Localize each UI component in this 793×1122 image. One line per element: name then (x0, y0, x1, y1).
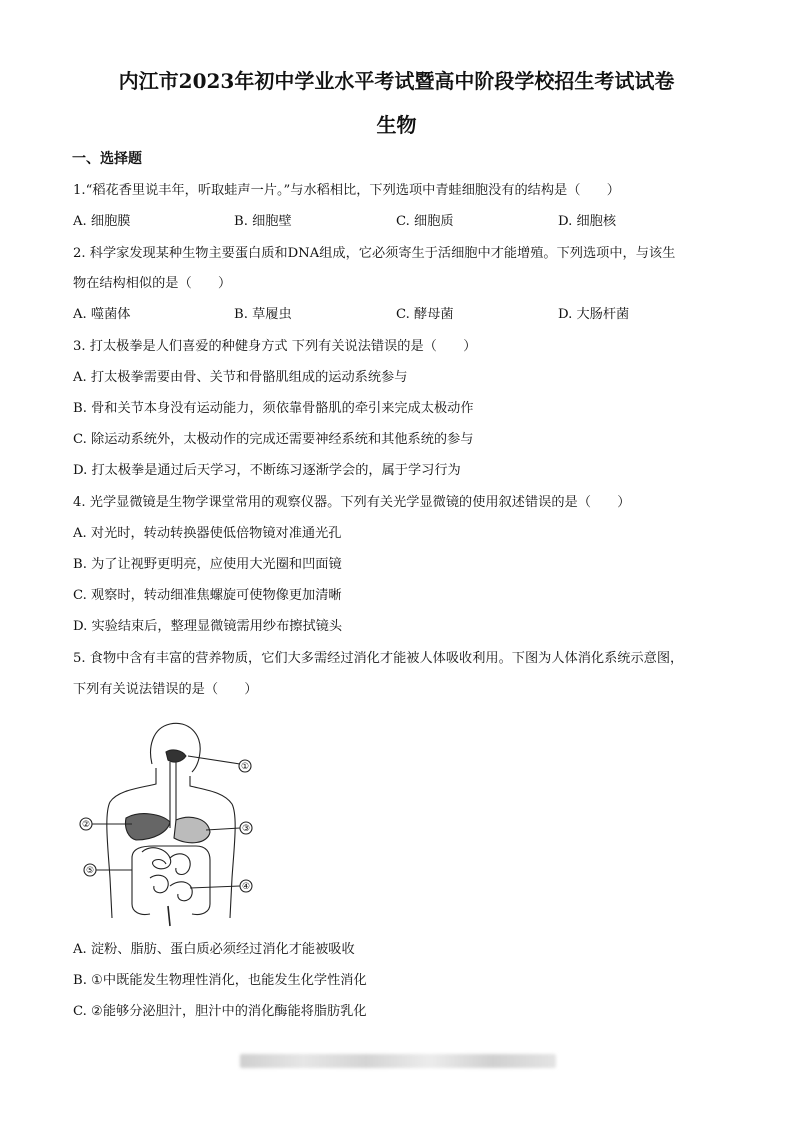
q5-stem-line2: 下列有关说法错误的是（ ） (73, 682, 258, 697)
label-3: ③ (241, 824, 251, 834)
exam-title: 内江市2023年初中学业水平考试暨高中阶段学校招生考试试卷 (118, 69, 675, 93)
q2-option-b: B. 草履虫 (234, 307, 292, 322)
pointer-line-1 (188, 756, 240, 764)
digestive-system-diagram (70, 718, 270, 928)
q4-option-c: C. 观察时，转动细准焦螺旋可使物像更加清晰 (73, 588, 342, 603)
blurred-footer-watermark (240, 1054, 556, 1068)
label-5: ⑤ (85, 866, 95, 876)
q5-stem-line1: 5. 食物中含有丰富的营养物质，它们大多需经过消化才能被人体吸收利用。下图为人体消化系统示意图， (73, 651, 684, 666)
q3-stem: 3. 打太极拳是人们喜爱的种健身方式 下列有关说法错误的是（ ） (73, 339, 477, 354)
rectum (168, 906, 170, 926)
q1-option-a: A. 细胞膜 (73, 214, 131, 229)
q3-option-d: D. 打太极拳是通过后天学习，不断练习逐渐学会的，属于学习行为 (73, 463, 461, 478)
label-4: ④ (241, 882, 251, 892)
q5-option-c: C. ②能够分泌胆汁，胆汁中的消化酶能将脂肪乳化 (73, 1004, 367, 1019)
body-outline-left (107, 768, 156, 918)
pointer-line-4 (190, 886, 240, 888)
large-intestine (132, 846, 210, 915)
q2-option-c: C. 酵母菌 (396, 307, 454, 322)
q2-stem-line2: 物在结构相似的是（ ） (73, 276, 232, 291)
q1-option-b: B. 细胞壁 (234, 214, 292, 229)
head-outline (151, 723, 201, 772)
q2-stem-line1: 2. 科学家发现某种生物主要蛋白质和DNA组成，它必须寄生于活细胞中才能增殖。下列选项中，与该生 (73, 246, 676, 261)
small-intestine (142, 848, 192, 901)
q5-option-a: A. 淀粉、脂肪、蛋白质必须经过消化才能被吸收 (73, 942, 355, 957)
liver (125, 814, 170, 840)
q4-option-d: D. 实验结束后，整理显微镜需用纱布擦拭镜头 (73, 619, 343, 634)
q1-option-d: D. 细胞核 (558, 214, 617, 229)
q4-stem: 4. 光学显微镜是生物学课堂常用的观察仪器。下列有关光学显微镜的使用叙述错误的是（ ） (73, 495, 631, 510)
q4-option-b: B. 为了让视野更明亮，应使用大光圈和凹面镜 (73, 557, 342, 572)
q1-option-c: C. 细胞质 (396, 214, 454, 229)
subject-title: 生物 (376, 113, 417, 137)
q3-option-b: B. 骨和关节本身没有运动能力，须依靠骨骼肌的牵引来完成太极动作 (73, 401, 474, 416)
q2-option-a: A. 噬菌体 (73, 307, 131, 322)
stomach (174, 817, 210, 843)
body-outline-right (190, 776, 235, 918)
q4-option-a: A. 对光时，转动转换器使低倍物镜对准通光孔 (73, 526, 342, 541)
q1-stem: 1.“稻花香里说丰年，听取蛙声一片。”与水稻相比，下列选项中青蛙细胞没有的结构是（ ） (73, 183, 620, 198)
q3-option-a: A. 打太极拳需要由骨、关节和骨骼肌组成的运动系统参与 (73, 370, 408, 385)
q3-option-c: C. 除运动系统外，太极动作的完成还需要神经系统和其他系统的参与 (73, 432, 474, 447)
section-heading: 一、选择题 (72, 151, 142, 167)
q2-option-d: D. 大肠杆菌 (558, 307, 630, 322)
esophagus (170, 762, 176, 828)
q5-option-b: B. ①中既能发生物理性消化，也能发生化学性消化 (73, 973, 367, 988)
oral-cavity (166, 750, 186, 762)
label-1: ① (240, 762, 250, 772)
label-2: ② (81, 820, 91, 830)
